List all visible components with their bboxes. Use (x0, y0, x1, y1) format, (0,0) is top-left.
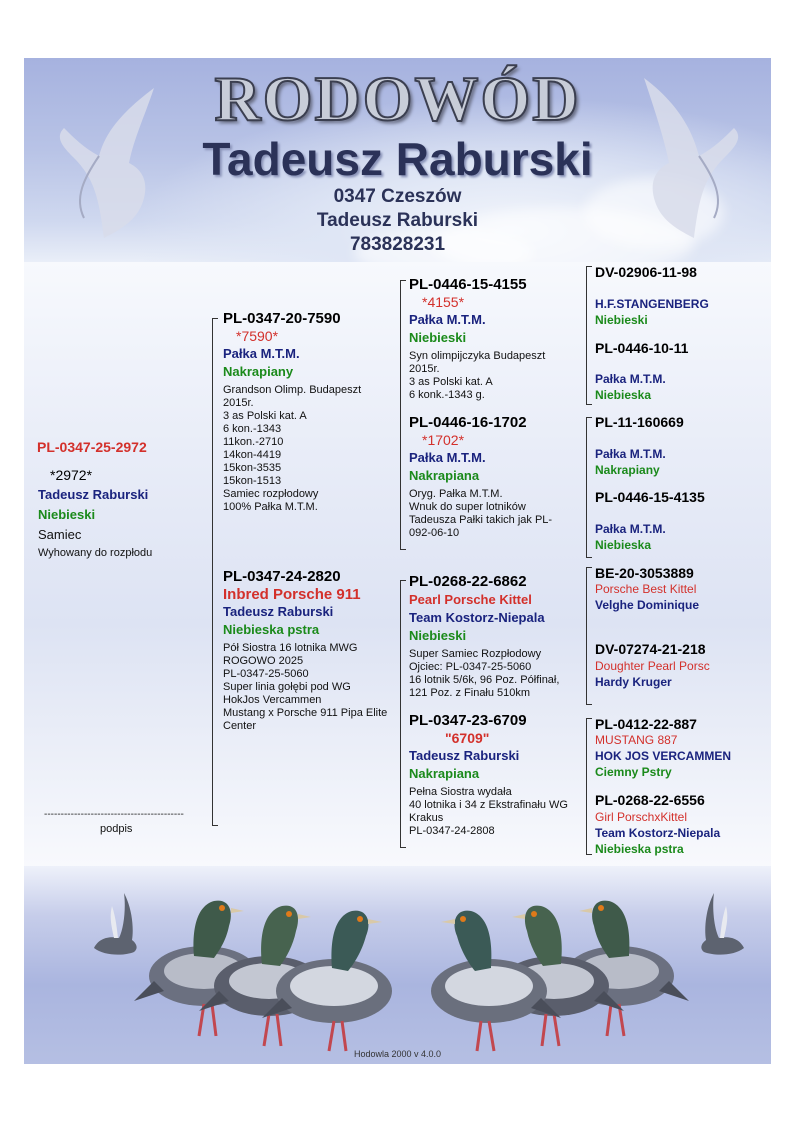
mf-color: Niebieski (409, 628, 467, 643)
gg-owner: Hardy Kruger (595, 675, 672, 689)
footer-banner (24, 866, 771, 1064)
pigeon-group-left-icon (134, 886, 404, 1056)
ff-ring: PL-0446-15-4155 (409, 276, 527, 293)
subject-sex: Samiec (38, 527, 82, 542)
subject-nickname: *2972* (50, 467, 93, 483)
fm-owner: Pałka M.T.M. (409, 450, 486, 465)
mm-owner: Tadeusz Raburski (409, 748, 520, 763)
mf-nickname: Pearl Porsche Kittel (409, 592, 532, 607)
gg-owner: Pałka M.T.M. (595, 372, 666, 386)
subject-color: Niebieski (38, 507, 96, 522)
pedigree-sheet (24, 58, 771, 1064)
header-banner (24, 58, 771, 262)
fm-ring: PL-0446-16-1702 (409, 414, 527, 431)
mother-owner: Tadeusz Raburski (223, 604, 334, 619)
gg-nickname: Girl PorschxKittel (595, 810, 688, 824)
mother-nickname: Inbred Porsche 911 (223, 586, 361, 603)
small-flying-pigeon-right-icon (694, 888, 754, 958)
gg-ring: DV-02906-11-98 (595, 264, 697, 280)
gg-ring: PL-0268-22-6556 (595, 792, 705, 808)
father-ring: PL-0347-20-7590 (223, 310, 341, 327)
gg-owner: H.F.STANGENBERG (595, 297, 709, 311)
fm-notes: Oryg. Pałka M.T.M. Wnuk do super lotników Tadeusza Pałki takich jak PL-092-06-10 (409, 488, 553, 539)
subject-owner: Tadeusz Raburski (38, 487, 149, 502)
gg-owner: Pałka M.T.M. (595, 522, 666, 536)
ff-notes: Syn olimpijczyka Budapeszt 2015r. 3 as Polski kat. A 6 konk.-1343 g. (409, 350, 546, 401)
mm-ring: PL-0347-23-6709 (409, 712, 527, 729)
gg-color: Niebieska pstra (595, 842, 684, 856)
gg-color: Niebieska (595, 538, 652, 552)
gg-ring: PL-0412-22-887 (595, 716, 697, 732)
gg-color: Niebieski (595, 313, 648, 327)
mm-notes: Pełna Siostra wydała 40 lotnika i 34 z Ekstrafinału WG Krakus PL-0347-24-2808 (409, 786, 568, 837)
gg-nickname: Porsche Best Kittel (595, 582, 697, 596)
ff-nickname: *4155* (422, 294, 465, 310)
gg-ring: PL-11-160669 (595, 414, 684, 430)
ff-owner: Pałka M.T.M. (409, 312, 486, 327)
gg-ring: PL-0446-15-4135 (595, 489, 705, 505)
gg-ring: BE-20-3053889 (595, 565, 694, 581)
gg-owner: HOK JOS VERCAMMEN (595, 749, 732, 763)
signature-line: ------------------------------------------ (44, 809, 184, 820)
gg-nickname: Doughter Pearl Porsc (595, 659, 710, 673)
gg-color: Niebieska (595, 388, 652, 402)
mf-owner: Team Kostorz-Niepala (409, 610, 545, 625)
father-color: Nakrapiany (223, 364, 294, 379)
software-credit: Hodowla 2000 v 4.0.0 (353, 1049, 442, 1059)
breeder-name-title: Tadeusz Raburski (202, 133, 593, 185)
fm-color: Nakrapiana (409, 468, 480, 483)
gg-color: Nakrapiany (595, 463, 660, 477)
gg-owner: Team Kostorz-Niepala (595, 826, 721, 840)
breeder-owner: Tadeusz Raburski (316, 210, 479, 231)
father-notes: Grandson Olimp. Budapeszt 2015r. 3 as Polski kat. A 6 kon.-1343 11kon.-2710 14kon-4419 15kon-3535 15kon-1513 Samiec rozpłodowy 100% Pałka M.T.M. (223, 384, 362, 513)
breeder-phone: 783828231 (349, 234, 446, 255)
subject-note: Wyhowany do rozpłodu (38, 547, 153, 559)
signature-label: podpis (100, 823, 133, 835)
mf-ring: PL-0268-22-6862 (409, 573, 527, 590)
mm-nickname: "6709" (445, 730, 490, 746)
gg-owner: Pałka M.T.M. (595, 447, 666, 461)
document-title: RODOWÓD (214, 63, 581, 134)
mm-color: Nakrapiana (409, 766, 480, 781)
gg-color: Ciemny Pstry (595, 765, 672, 779)
mother-color: Niebieska pstra (223, 622, 320, 637)
gg-owner: Velghe Dominique (595, 598, 700, 612)
mother-notes: Pół Siostra 16 lotnika MWG ROGOWO 2025 PL-0347-25-5060 Super linia gołębi pod WG HokJos Vercammen Mustang x Porsche 911 Pipa Elite Center (223, 642, 388, 732)
breeder-address: 0347 Czeszów (333, 186, 462, 207)
subject-ring: PL-0347-25-2972 (37, 439, 147, 455)
gg-ring: PL-0446-10-11 (595, 340, 689, 356)
ff-color: Niebieski (409, 330, 467, 345)
fm-nickname: *1702* (422, 432, 465, 448)
pigeon-group-right-icon (419, 886, 689, 1056)
pedigree-body (24, 262, 771, 866)
mother-ring: PL-0347-24-2820 (223, 568, 341, 585)
mf-notes: Super Samiec Rozpłodowy Ojciec: PL-0347-25-5060 16 lotnik 5/6k, 96 Poz. Półfinał, 121 Poz. z Finału 510km (409, 648, 560, 699)
father-owner: Pałka M.T.M. (223, 346, 300, 361)
gg-nickname: MUSTANG 887 (595, 733, 678, 747)
father-nickname: *7590* (236, 328, 279, 344)
gg-ring: DV-07274-21-218 (595, 641, 706, 657)
